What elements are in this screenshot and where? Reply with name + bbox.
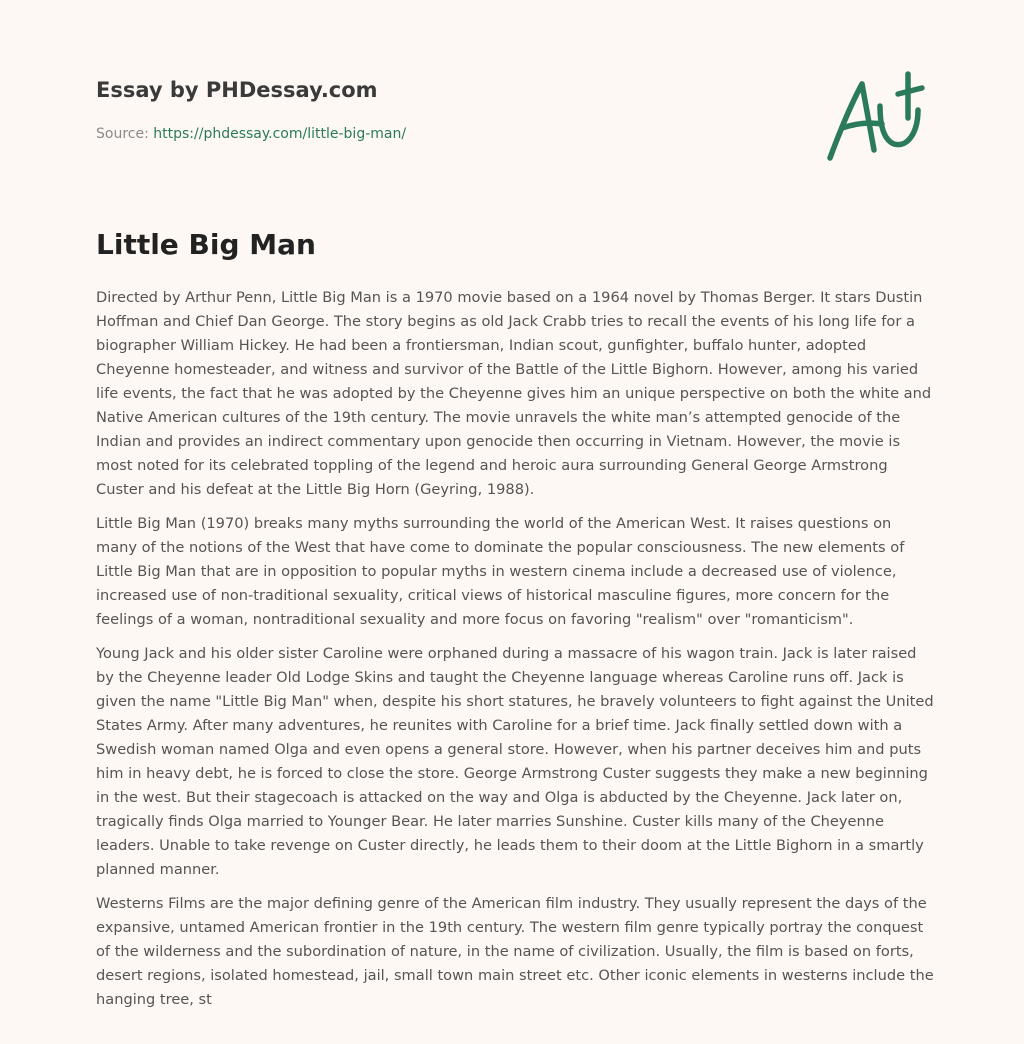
essay-header — [96, 76, 796, 144]
essay-paragraph: Westerns Films are the major defining genre of the American film industry. They usually represent the days of the expansive, untamed American frontier in the 19th century. The western film genre typically portray the conquest of the wilderness and the subordination of nature, in the name of civilization. Usually, the film is based on forts, desert regions, isolated homestead, jail, small town main street etc. Other iconic elements in westerns include the hanging tree, st — [96, 895, 934, 1008]
site-title: Essay by PHDessay.com — [96, 78, 378, 102]
essay-paragraph: Little Big Man (1970) breaks many myths surrounding the world of the American West. It raises questions on many of the notions of the West that have come to dominate the popular consciousness. The new elements of Little Big Man that are in opposition to popular myths in western cinema include a decreased use of violence, increased use of non-traditional sexuality, critical views of historical masculine figures, more concern for the feelings of a woman, nontraditional sexuality and more focus on favoring "realism" over "romanticism". — [96, 515, 905, 628]
essay-body — [96, 286, 936, 1022]
a-plus-logo-icon — [822, 66, 932, 166]
source-link[interactable]: https://phdessay.com/little-big-man/ — [153, 126, 407, 142]
essay-paragraph: Directed by Arthur Penn, Little Big Man is a 1970 movie based on a 1964 novel by Thomas Berger. It stars Dustin Hoffman and Chief Dan George. The story begins as old Jack Crabb tries to recall the events of his long life for a biographer William Hickey. He had been a frontiersman, Indian scout, gunfighter, buffalo hunter, adopted Cheyenne homesteader, and witness and survivor of the Battle of the Little Bighorn. However, among his varied life events, the fact that he was adopted by the Cheyenne gives him an unique perspective on both the white and Native American cultures of the 19th century. The movie unravels the white man’s attempted genocide of the Indian and provides an indirect commentary upon genocide then occurring in Vietnam. However, the movie is most noted for its celebrated toppling of the legend and heroic aura surrounding General George Armstrong Custer and his defeat at the Little Big Horn (Geyring, 1988). — [96, 289, 932, 498]
essay-paragraph: Young Jack and his older sister Caroline were orphaned during a massacre of his wagon train. Jack is later raised by the Cheyenne leader Old Lodge Skins and taught the Cheyenne language whereas Caroline runs off. Jack is given the name "Little Big Man" when, despite his short statures, he bravely volunteers to fight against the United States Army. After many adventures, he reunites with Caroline for a brief time. Jack finally settled down with a Swedish woman named Olga and even opens a general store. However, when his partner deceives him and puts him in heavy debt, he is forced to close the store. George Armstrong Custer suggests they make a new beginning in the west. But their stagecoach is attacked on the way and Olga is abducted by the Cheyenne. Jack later on, tragically finds Olga married to Younger Bear. He later marries Sunshine. Custer kills many of the Cheyenne leaders. Unable to take revenge on Custer directly, he leads them to their doom at the Little Bighorn in a smartly planned manner. — [96, 645, 934, 878]
source-label: Source: — [96, 126, 154, 142]
source-line — [96, 124, 796, 144]
essay-title: Little Big Man — [96, 228, 316, 261]
